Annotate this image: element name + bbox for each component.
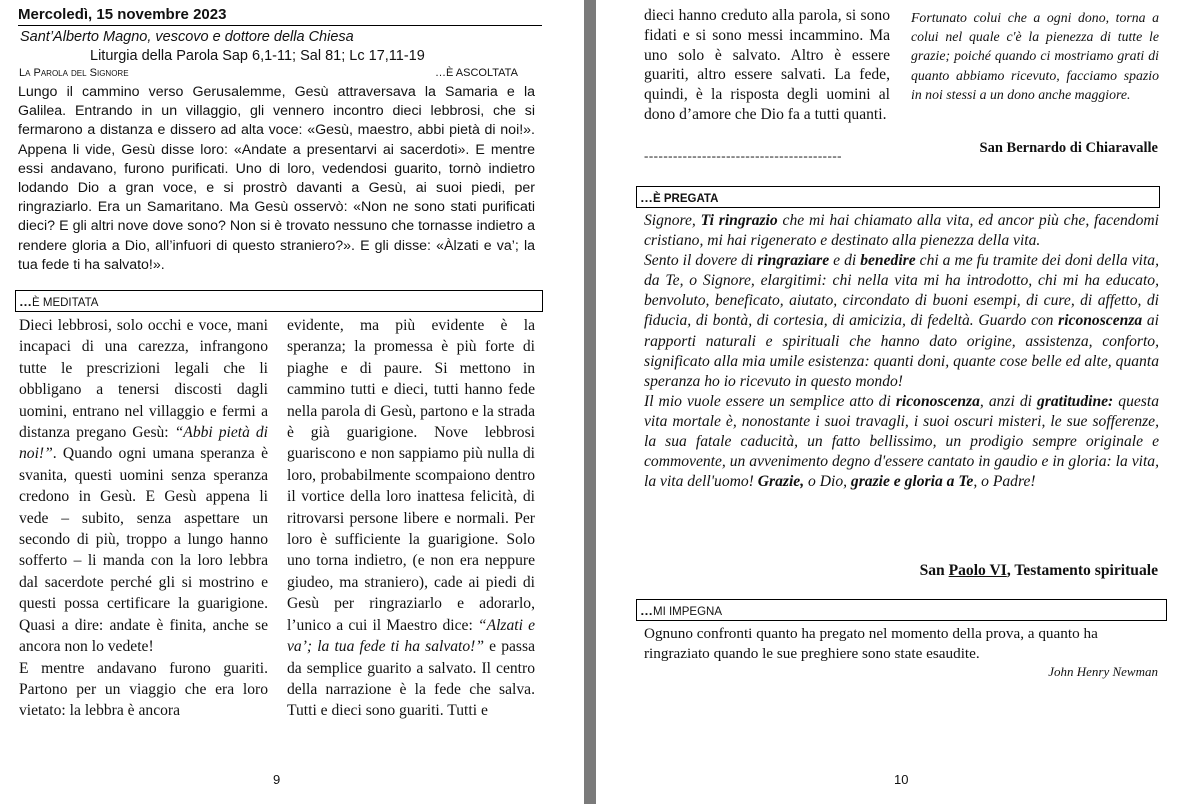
prayer-span: , anzi di <box>979 392 1037 410</box>
section-dots: … <box>19 294 32 309</box>
impegna-section-header <box>636 599 1167 621</box>
commitment-author: John Henry Newman <box>1048 664 1158 679</box>
parola-title: La Parola del Signore <box>19 67 129 79</box>
section-dots: … <box>640 603 653 618</box>
prayer-span: che mi hai chiamato alla vita, ed ancor più che, facendomi cristiano, mi hai rigenerato e destinato alla pienezza della vita. <box>644 212 1159 250</box>
prayer-source-title: , Testamento spirituale <box>1006 562 1158 579</box>
commitment-text: Ognuno confronti quanto ha pregato nel momento della prova, a quanto ha ringraziato quando le sue preghiere sono state esaudite. <box>644 625 1098 662</box>
meditation-text: e passa da semplice guarito a salvato. Il centro della narrazione è la fede che salva. Tutti e dieci sono guariti. Tutti e <box>287 638 535 720</box>
gospel-text: Lungo il cammino verso Gerusalemme, Gesù attraversava la Samaria e la Galilea. Entrando in un villaggio, gli vennero incontro dieci lebbrosi, che si fermarono a distanza e dissero ad alta voce: «Gesù, maestro, abbi pietà di noi!». Appena li vide, Gesù disse loro: «Andate a presentarvi ai sacerdoti». E mentre essi andavano, furono purificati. Uno di loro, vedendosi guarito, tornò indietro lodando Dio a gran voce, e si prostrò davanti a Gesù, ai suoi piedi, per ringraziarlo. Era un Samaritano. Ma Gesù osservò: «Non ne sono stati purificati dieci? E gli altri nove dove sono? Non si è trovato nessuno che tornasse indietro a rendere gloria a Dio, all’infuori di questo straniero?». E gli disse: «Àlzati e va’; la tua fede ti ha salvato!». <box>18 84 535 273</box>
prayer-source <box>920 562 1158 580</box>
separator-dashes: ----------------------------------------- <box>644 148 842 163</box>
prayer-emphasis: riconoscenza <box>1058 312 1143 330</box>
prayer-paragraph <box>644 211 1159 251</box>
prayer-emphasis: grazie e gloria a Te <box>850 473 974 491</box>
prayer-span: , o Padre! <box>973 473 1036 491</box>
pregata-section-header <box>636 186 1160 208</box>
prayer-span: ai rapporti naturali e spirituali che hanno dato origine, assistenza, conforto, significato alla mia umile esistenza: quanti doni, quante cose belle ed alte, quanta speranza ho io ricevuto in questo mondo! <box>644 312 1159 390</box>
prayer-emphasis: benedire <box>860 252 916 270</box>
prayer-paragraph <box>644 251 1159 392</box>
page-number: 9 <box>273 772 281 787</box>
prayer-span: Signore, <box>644 212 701 229</box>
meditation-paragraph: E mentre andavano furono guariti. Partono per un viaggio che era loro vietato: la lebbra è ancora <box>19 659 268 720</box>
prayer-span: questa vita mortale è, nonostante i suoi travagli, i suoi oscuri misteri, le sue sofferenze, la sua fatale caducità, un fatto bellissimo, un prodigio sempre originale e commovente, un avvenimento degno d'essere cantato in gaudio e in gloria: la vita, la vita dell'uomo! <box>644 392 1159 491</box>
impegna-title: MI IMPEGNA <box>653 606 723 618</box>
meditata-title: È MEDITATA <box>32 297 99 309</box>
meditation-paragraph <box>19 315 268 658</box>
prayer-emphasis: Grazie, <box>757 473 805 491</box>
prayer-span: chi a me fu tramite dei doni della vita, da Te, o Signore, elargitimi: chi nella vita mi ha introdotto, chi mi ha educato, benvoluto, beneficato, aiutato, circondato di buoni esempi, di cure, di affetto, di fiducia, di bontà, di cortesia, di amicizia, di fedeltà. Guardo con <box>644 252 1159 330</box>
prayer-source-prefix: San <box>919 562 949 579</box>
prayer-emphasis: Ti ringrazio <box>700 212 778 229</box>
meditation-text: Dieci lebbrosi, solo occhi e voce, mani incapaci di una carezza, infrangono tutte le prescrizioni legali che li obbligano a tenersi discosti dagli uomini, entrano nel villaggio e fermi a distanza pregano Gesù: <box>19 317 268 442</box>
pregata-title: È PREGATA <box>653 193 719 205</box>
saint-of-day: Sant’Alberto Magno, vescovo e dottore della Chiesa <box>20 29 354 45</box>
section-dots: … <box>640 190 653 205</box>
prayer-text <box>644 211 1159 492</box>
prayer-span: Sento il dovere di <box>644 252 758 270</box>
prayer-emphasis: gratitudine: <box>1037 392 1114 410</box>
liturgy-readings: Liturgia della Parola Sap 6,1-11; Sal 81; Lc 17,11-19 <box>90 48 425 64</box>
meditation-column-2 <box>287 315 535 722</box>
ascoltata-title: …È ASCOLTATA <box>435 67 518 79</box>
meditation-quote: “Abbi pietà di noi!” <box>19 424 269 463</box>
date-header: Mercoledì, 15 novembre 2023 <box>18 6 542 26</box>
quote-author: San Bernardo di Chiaravalle <box>979 140 1158 156</box>
prayer-span: o Dio, <box>804 473 851 491</box>
meditation-column-1 <box>19 315 268 722</box>
prayer-emphasis: riconoscenza <box>895 392 980 410</box>
meditata-section-header <box>15 290 543 312</box>
prayer-span: e di <box>829 252 861 270</box>
page-number: 10 <box>894 772 909 787</box>
meditation-quote: “Alzati e va’; la tua fede ti ha salvato!” <box>287 616 535 656</box>
prayer-paragraph <box>644 392 1159 492</box>
prayer-emphasis: ringraziare <box>757 252 830 270</box>
meditation-paragraph <box>287 315 535 722</box>
saint-quote: Fortunato colui che a ogni dono, torna a colui nel quale c'è la pienezza di tutte le grazie; poiché quando ci mostriamo grati di quanto abbiamo ricevuto, facciamo spazio in noi stessi a un dono anche maggiore. <box>911 10 1159 102</box>
prayer-span: Il mio vuole essere un semplice atto di <box>644 392 896 410</box>
page-left <box>0 0 584 804</box>
meditation-text: . Quando ogni umana speranza è svanita, questi uomini senza speranza credono in Gesù. E Gesù appena li vede – subito, senza aspettare un secondo di più, troppo a lungo hanno sofferto – li manda con la loro lebbra dal sacerdote perché gli si mostrino e questi possa certificare la guarigione. Quasi a dire: andate è finita, anche se ancora non lo vedete! <box>19 445 268 656</box>
meditation-text: evidente, ma più evidente è la speranza; la promessa è più forte di piaghe e di paure. Si mettono in cammino tutti e dieci, tutti hanno fede nella parola di Gesù, partono e la strada è già guarigione. Nove lebbrosi guariscono e non sappiamo più nulla di loro, probabilmente scompaiono dentro il vortice della loro inattesa felicità, di ritrovarsi persone libere e normali. Per loro è sufficiente la guarigione. Solo uno torna indietro, (e non era neppure giudeo, ma straniero), cade ai piedi di Gesù per ringraziarlo e adorarlo, l’unico a cui il Maestro dice: <box>287 317 535 634</box>
prayer-source-author-link[interactable]: Paolo VI <box>948 562 1007 579</box>
page-right <box>596 0 1180 804</box>
meditation-column-3: dieci hanno creduto alla parola, si sono fidati e si sono messi incammino. Ma uno solo è salvato. Altro è essere guariti, altro essere salvati. La fede, quindi, è la risposta degli uomini al dono d’amore che Dio fa a tutti quanti. <box>644 7 890 123</box>
